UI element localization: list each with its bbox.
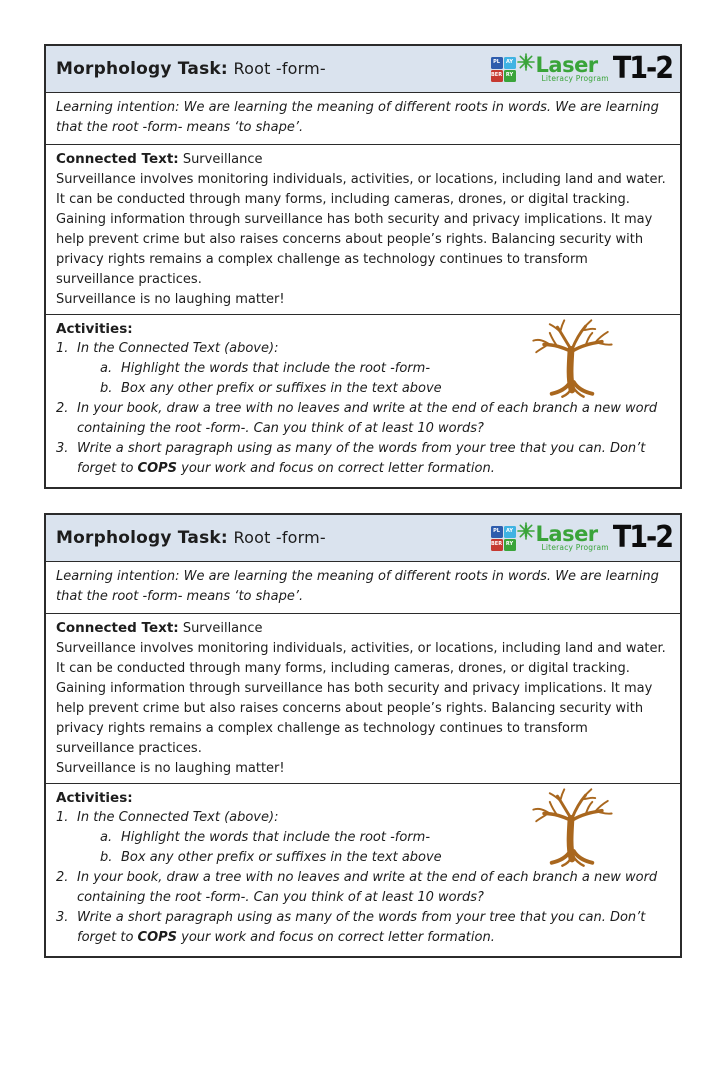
item-1-marker: 1. bbox=[56, 341, 69, 356]
connected-text-row bbox=[46, 144, 680, 314]
logo-tile-ry: RY bbox=[504, 70, 516, 82]
connected-text-body: Surveillance involves monitoring individuals, activities, or locations, including land and water. It can be conducted through many forms, including cameras, drones, or digital tracking. Gaining information through surveillance has both security and privacy implications. It may help prevent crime but also raises concerns about people’s rights. Balancing security with privacy rights remains a complex challenge as technology continues to transform surveillance practices. bbox=[56, 172, 666, 287]
playberry-tiles-icon bbox=[491, 526, 516, 551]
title-root-label: Root -form- bbox=[233, 528, 326, 547]
connected-text-tagline: Surveillance is no laughing matter! bbox=[56, 761, 285, 776]
connected-text-body: Surveillance involves monitoring individuals, activities, or locations, including land and water. It can be conducted through many forms, including cameras, drones, or digital tracking. Gaining information through surveillance has both security and privacy implications. It may help prevent crime but also raises concerns about people’s rights. Balancing security with privacy rights remains a complex challenge as technology continues to transform surveillance practices. bbox=[56, 641, 666, 756]
logo-tile-ay: AY bbox=[504, 57, 516, 69]
activity-item-3 bbox=[56, 908, 670, 948]
item-1b-text: Box any other prefix or suffixes in the text above bbox=[121, 850, 442, 865]
bare-tree-illustration bbox=[514, 787, 630, 873]
worksheet-header bbox=[46, 46, 680, 92]
item-3-text: Write a short paragraph using as many of the words from your tree that you can. Don’t forget to COPS your work and focus on correct letter formation. bbox=[77, 910, 646, 945]
connected-text-row bbox=[46, 613, 680, 783]
item-1a-marker: a. bbox=[100, 830, 113, 845]
title-task-label: Morphology Task: bbox=[56, 528, 228, 548]
connected-text-title: Surveillance bbox=[182, 152, 263, 167]
brand-subtitle: Literacy Program bbox=[541, 542, 609, 552]
item-2-text: In your book, draw a tree with no leaves and write at the end of each branch a new word containing the root -form-. Can you think of at least 10 words? bbox=[77, 870, 658, 905]
learning-intention-row bbox=[46, 561, 680, 613]
connected-text-label: Connected Text: bbox=[56, 620, 179, 636]
item-2-text: In your book, draw a tree with no leaves and write at the end of each branch a new word containing the root -form-. Can you think of at least 10 words? bbox=[77, 401, 658, 436]
activities-label: Activities: bbox=[56, 321, 133, 337]
cops-emphasis: COPS bbox=[137, 461, 178, 476]
brand-block bbox=[521, 52, 609, 83]
title-root-label: Root -form- bbox=[233, 59, 326, 78]
activities-row bbox=[46, 314, 680, 487]
starburst-icon bbox=[517, 522, 535, 544]
activity-item-2 bbox=[56, 399, 670, 439]
page-title bbox=[56, 59, 326, 79]
item-1b-text: Box any other prefix or suffixes in the text above bbox=[121, 381, 442, 396]
item-1a-marker: a. bbox=[100, 361, 113, 376]
playberry-tiles-icon bbox=[491, 57, 516, 82]
brand-name: Laser bbox=[535, 521, 598, 546]
brand-subtitle: Literacy Program bbox=[541, 73, 609, 83]
logo-tile-ber: BER bbox=[491, 539, 503, 551]
cops-emphasis: COPS bbox=[137, 930, 178, 945]
logo-tile-ry: RY bbox=[504, 539, 516, 551]
worksheet-card bbox=[44, 44, 682, 489]
activities-row bbox=[46, 783, 680, 956]
connected-text-tagline: Surveillance is no laughing matter! bbox=[56, 292, 285, 307]
item-1-text: In the Connected Text (above): bbox=[77, 341, 279, 356]
term-code-badge: T1-2 bbox=[612, 51, 672, 86]
item-1a-text: Highlight the words that include the root -form- bbox=[121, 361, 431, 376]
item-3-text: Write a short paragraph using as many of the words from your tree that you can. Don’t forget to COPS your work and focus on correct letter formation. bbox=[77, 441, 646, 476]
item-3-marker: 3. bbox=[56, 910, 69, 925]
activities-label: Activities: bbox=[56, 790, 133, 806]
logo-tile-pl: PL bbox=[491, 526, 503, 538]
item-1-text: In the Connected Text (above): bbox=[77, 810, 279, 825]
logo-tile-pl: PL bbox=[491, 57, 503, 69]
starburst-icon bbox=[517, 53, 535, 75]
learning-intention-text: Learning intention: We are learning the meaning of different roots in words. We are learning that the root -form- means ‘to shape’. bbox=[56, 569, 659, 604]
activity-item-2 bbox=[56, 868, 670, 908]
title-task-label: Morphology Task: bbox=[56, 59, 228, 79]
item-1b-marker: b. bbox=[100, 850, 113, 865]
learning-intention-row bbox=[46, 92, 680, 144]
connected-text-label: Connected Text: bbox=[56, 151, 179, 167]
connected-text-title: Surveillance bbox=[182, 621, 263, 636]
item-2-marker: 2. bbox=[56, 401, 69, 416]
term-code-badge: T1-2 bbox=[612, 520, 672, 555]
bare-tree-illustration bbox=[514, 318, 630, 404]
item-1b-marker: b. bbox=[100, 381, 113, 396]
logo-tile-ber: BER bbox=[491, 70, 503, 82]
logo-tile-ay: AY bbox=[504, 526, 516, 538]
item-2-marker: 2. bbox=[56, 870, 69, 885]
item-1a-text: Highlight the words that include the root -form- bbox=[121, 830, 431, 845]
brand-name: Laser bbox=[535, 52, 598, 77]
activity-item-3 bbox=[56, 439, 670, 479]
worksheet-card-duplicate bbox=[44, 513, 682, 958]
learning-intention-text: Learning intention: We are learning the meaning of different roots in words. We are learning that the root -form- means ‘to shape’. bbox=[56, 100, 659, 135]
laser-literacy-logo bbox=[490, 520, 672, 555]
item-1-marker: 1. bbox=[56, 810, 69, 825]
laser-literacy-logo bbox=[490, 51, 672, 86]
item-3-marker: 3. bbox=[56, 441, 69, 456]
page-title bbox=[56, 528, 326, 548]
brand-block bbox=[521, 521, 609, 552]
worksheet-header bbox=[46, 515, 680, 561]
